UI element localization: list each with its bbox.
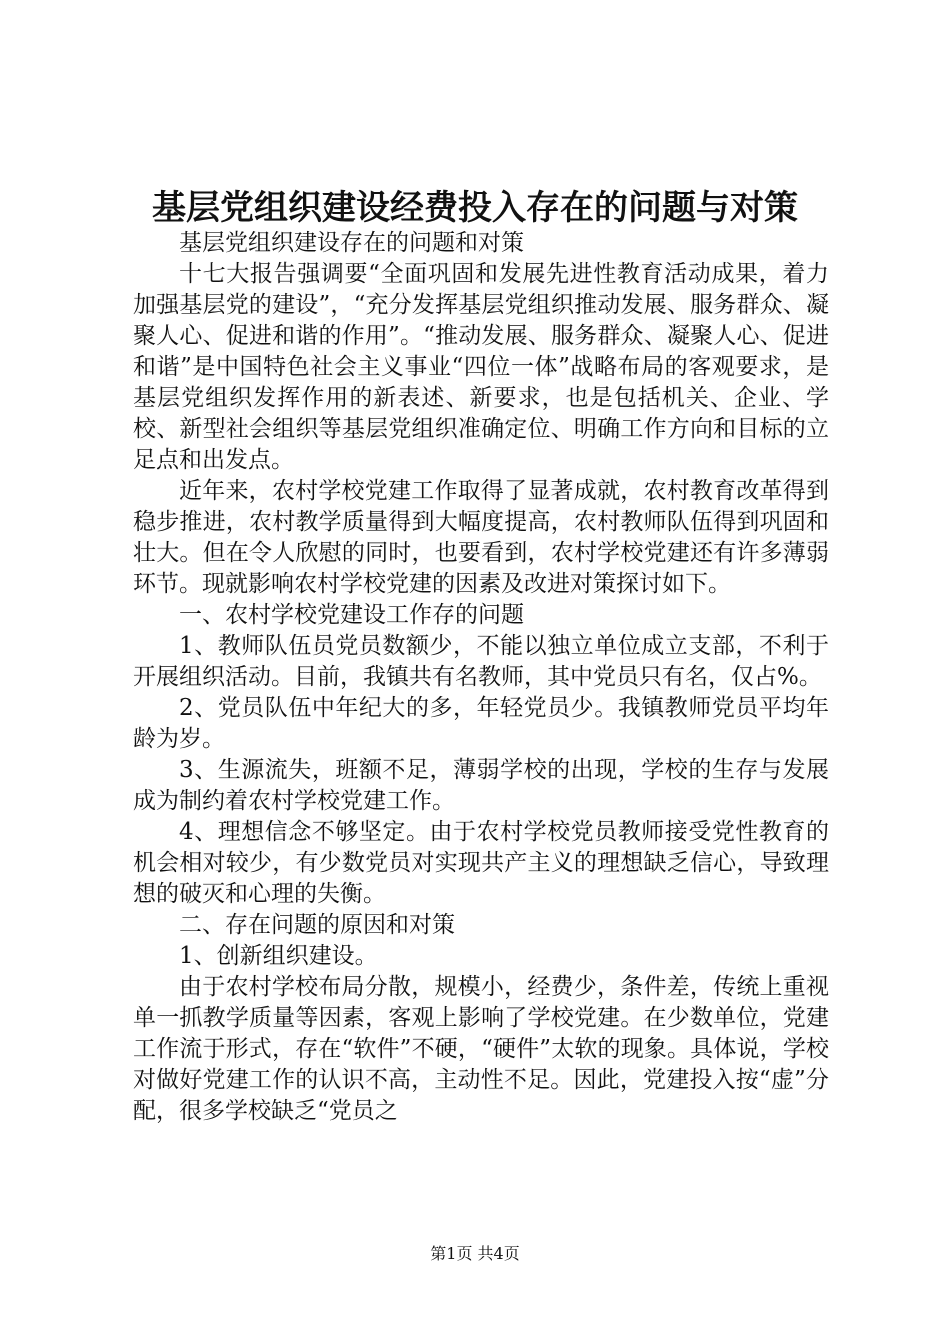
list-item: 1、教师队伍员党员数额少，不能以独立单位成立支部，不利于开展组织活动。目前，我镇共有名教师，其中党员只有名，仅占%。 bbox=[133, 633, 829, 690]
list-item: 3、生源流失，班额不足，薄弱学校的出现，学校的生存与发展成为制约着农村学校党建工作。 bbox=[133, 757, 829, 814]
document-title: 基层党组织建设经费投入存在的问题与对策 bbox=[152, 188, 798, 228]
page-number: 第1页 共4页 bbox=[430, 1244, 520, 1263]
section-heading: 一、农村学校党建设工作存的问题 bbox=[179, 602, 524, 628]
paragraph: 十七大报告强调要“全面巩固和发展先进性教育活动成果，着力加强基层党的建设”，“充分发挥基层党组织推动发展、服务群众、凝聚人心、促进和谐的作用”。“推动发展、服务群众、凝聚人心、促进和谐”是中国特色社会主义事业“四位一体”战略布局的客观要求，是基层党组织发挥作用的新表述、新要求，也是包括机关、企业、学校、新型社会组织等基层党组织准确定位、明确工作方向和目标的立足点和出发点。 bbox=[133, 261, 829, 473]
list-item: 4、理想信念不够坚定。由于农村学校党员教师接受党性教育的机会相对较少，有少数党员对实现共产主义的理想缺乏信心，导致理想的破灭和心理的失衡。 bbox=[133, 819, 829, 907]
subtitle-paragraph: 基层党组织建设存在的问题和对策 bbox=[179, 230, 524, 256]
document-body bbox=[133, 228, 829, 1127]
paragraph: 由于农村学校布局分散，规模小，经费少，条件差，传统上重视单一抓教学质量等因素，客观上影响了学校党建。在少数单位，党建工作流于形式，存在“软件”不硬，“硬件”太软的现象。具体说，学校对做好党建工作的认识不高，主动性不足。因此，党建投入按“虚”分配，很多学校缺乏“党员之 bbox=[133, 974, 829, 1124]
section-heading: 二、存在问题的原因和对策 bbox=[179, 912, 455, 938]
sub-heading: 1、创新组织建设。 bbox=[179, 943, 378, 969]
paragraph: 近年来，农村学校党建工作取得了显著成就，农村教育改革得到稳步推进，农村教学质量得到大幅度提高，农村教师队伍得到巩固和壮大。但在令人欣慰的同时，也要看到，农村学校党建还有许多薄弱环节。现就影响农村学校党建的因素及改进对策探讨如下。 bbox=[133, 478, 829, 597]
list-item: 2、党员队伍中年纪大的多，年轻党员少。我镇教师党员平均年龄为岁。 bbox=[133, 695, 829, 752]
